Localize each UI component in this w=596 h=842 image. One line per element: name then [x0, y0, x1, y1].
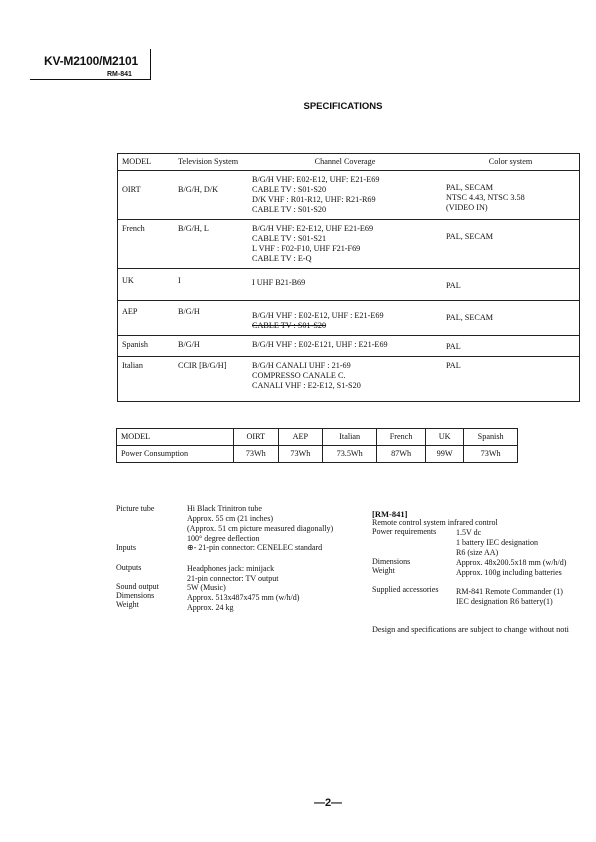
- cell-channels: [248, 301, 442, 336]
- spec-value: 100° degree deflection: [187, 534, 260, 543]
- power-value-oirt: 73Wh: [233, 446, 278, 463]
- cell-model: French: [118, 220, 175, 269]
- power-table-row: [117, 446, 518, 463]
- cell-model: Spanish: [118, 336, 175, 357]
- color-line: NTSC 4.43, NTSC 3.58: [446, 193, 525, 202]
- cell-model: Italian: [122, 361, 143, 370]
- cell-color-system: [442, 357, 580, 402]
- spec-value: Approx. 100g including batteries: [456, 568, 562, 577]
- spec-label-power-requirements: Power requirements: [372, 527, 437, 536]
- remote-model-header: RM-841: [107, 71, 132, 78]
- power-header-model: MODEL: [117, 429, 234, 446]
- remote-intro: Remote control system infrared control: [372, 518, 498, 527]
- specification-table: [117, 153, 580, 402]
- cell-channels: [248, 171, 442, 220]
- header-divider-vertical: [150, 49, 151, 79]
- channel-line: I UHF B21-B69: [252, 278, 306, 287]
- disclaimer-note: Design and specifications are subject to change without noti: [372, 625, 569, 634]
- color-line: PAL, SECAM: [446, 183, 494, 192]
- spec-value: R6 (size AA): [456, 548, 499, 557]
- color-line: (VIDEO IN): [446, 203, 488, 212]
- power-header-uk: UK: [425, 429, 463, 446]
- spec-value: Approx. 24 kg: [187, 603, 234, 612]
- spec-value: Hi Black Trinitron tube: [187, 504, 262, 513]
- spec-label-dimensions: Dimensions: [116, 591, 155, 600]
- channel-line: B/G/H VHF : E02-E121, UHF : E21-E69: [252, 340, 388, 349]
- spec-value: 5W (Music): [187, 583, 226, 592]
- cell-tv-system: B/G/H: [174, 301, 248, 336]
- power-table-header-row: [117, 429, 518, 446]
- spec-value: ⊕- 21-pin connector: CENELEC standard: [187, 543, 323, 552]
- cell-model: AEP: [118, 301, 175, 336]
- spec-value: Approx. 55 cm (21 inches): [187, 514, 273, 523]
- cell-model: UK: [118, 269, 175, 301]
- cell-color-system: [442, 301, 580, 336]
- spec-value: 1 battery IEC designation: [456, 538, 538, 547]
- page-number: —2—: [313, 797, 343, 809]
- spec-label-sound-output: Sound output: [116, 582, 159, 591]
- spec-label-dimensions: Dimensions: [372, 557, 411, 566]
- channel-line: CABLE TV : S01-S20: [252, 205, 327, 214]
- power-header-oirt: OIRT: [233, 429, 278, 446]
- spec-value: 21-pin connector: TV output: [187, 574, 279, 583]
- color-line: PAL: [446, 361, 461, 370]
- cell-tv-system: I: [174, 269, 248, 301]
- channel-line: CABLE TV : S01-S21: [252, 234, 327, 243]
- power-value-italian: 73.5Wh: [323, 446, 377, 463]
- header-divider-horizontal: [30, 79, 151, 80]
- channel-line: B/G/H VHF : E02-E12, UHF : E21-E69: [252, 311, 384, 320]
- channel-line: D/K VHF : R01-R12, UHF: R21-R69: [252, 195, 376, 204]
- channel-line: CABLE TV : S01-S20: [252, 185, 327, 194]
- power-value-uk: 99W: [425, 446, 463, 463]
- spec-label-supplied-accessories: Supplied accessories: [372, 585, 439, 594]
- column-header-tv-system: Television System: [174, 154, 248, 171]
- spec-value: (Approx. 51 cm picture measured diagonally): [187, 524, 334, 533]
- table-row: [118, 220, 580, 269]
- remote-spec-title: [RM-841]: [372, 509, 408, 519]
- cell-tv-system: B/G/H, D/K: [174, 171, 248, 220]
- spec-label-weight: Weight: [372, 566, 395, 575]
- channel-line: CABLE TV : E-Q: [252, 254, 312, 263]
- color-line: PAL: [446, 342, 461, 351]
- table-row: [118, 171, 580, 220]
- cell-channels: [248, 269, 442, 301]
- table-row: [118, 269, 580, 301]
- color-line: PAL, SECAM: [446, 313, 494, 322]
- model-number-header: KV-M2100/M2101: [44, 54, 138, 68]
- spec-label-picture-tube: Picture tube: [116, 504, 155, 513]
- spec-label-weight: Weight: [116, 600, 139, 609]
- table-row: [118, 357, 580, 402]
- page-title: SPECIFICATIONS: [303, 101, 383, 112]
- channel-line: L VHF : F02-F10, UHF F21-F69: [252, 244, 361, 253]
- channel-line: CANALI VHF : E2-E12, S1-S20: [252, 381, 361, 390]
- spec-value: 1.5V dc: [456, 528, 482, 537]
- color-line: PAL, SECAM: [446, 232, 494, 241]
- table-row: [118, 336, 580, 357]
- spec-label-outputs: Outputs: [116, 563, 142, 572]
- power-consumption-table: [116, 428, 518, 463]
- column-header-model: MODEL: [118, 154, 175, 171]
- cell-color-system: [442, 269, 580, 301]
- table-row: [118, 301, 580, 336]
- channel-line: COMPRESSO CANALE C.: [252, 371, 346, 380]
- channel-line: B/G/H VHF: E02-E12, UHF: E21-E69: [252, 175, 380, 184]
- spec-table-header-row: [118, 154, 580, 171]
- cell-tv-system: B/G/H, L: [174, 220, 248, 269]
- cell-tv-system: B/G/H: [174, 336, 248, 357]
- channel-line: CABLE TV : S01-S20: [252, 321, 327, 330]
- channel-line: B/G/H VHF: E2-E12, UHF E21-E69: [252, 224, 374, 233]
- power-header-aep: AEP: [278, 429, 323, 446]
- column-header-channel-coverage: Channel Coverage: [248, 154, 442, 171]
- cell-model: OIRT: [118, 171, 175, 220]
- power-value-french: 87Wh: [377, 446, 426, 463]
- spec-value: Approx. 513x487x475 mm (w/h/d): [187, 593, 300, 602]
- cell-color-system: [442, 220, 580, 269]
- spec-value: Headphones jack: minijack: [187, 564, 275, 573]
- cell-color-system: [442, 336, 580, 357]
- spec-value: IEC designation R6 battery(1): [456, 597, 553, 606]
- spec-label-inputs: Inputs: [116, 543, 136, 552]
- cell-channels: [248, 357, 442, 402]
- power-value-aep: 73Wh: [278, 446, 323, 463]
- column-header-color-system: Color system: [442, 154, 580, 171]
- power-header-french: French: [377, 429, 426, 446]
- cell-channels: [248, 336, 442, 357]
- color-line: PAL: [446, 281, 461, 290]
- power-header-spanish: Spanish: [464, 429, 518, 446]
- power-value-spanish: 73Wh: [464, 446, 518, 463]
- cell-tv-system: CCIR [B/G/H]: [178, 361, 227, 370]
- power-row-label: Power Consumption: [117, 446, 234, 463]
- channel-line: B/G/H CANALI UHF : 21-69: [252, 361, 351, 370]
- spec-value: RM-841 Remote Commander (1): [456, 587, 563, 596]
- cell-color-system: [442, 171, 580, 220]
- power-header-italian: Italian: [323, 429, 377, 446]
- cell-channels: [248, 220, 442, 269]
- spec-value: Approx. 48x200.5x18 mm (w/h/d): [456, 558, 567, 567]
